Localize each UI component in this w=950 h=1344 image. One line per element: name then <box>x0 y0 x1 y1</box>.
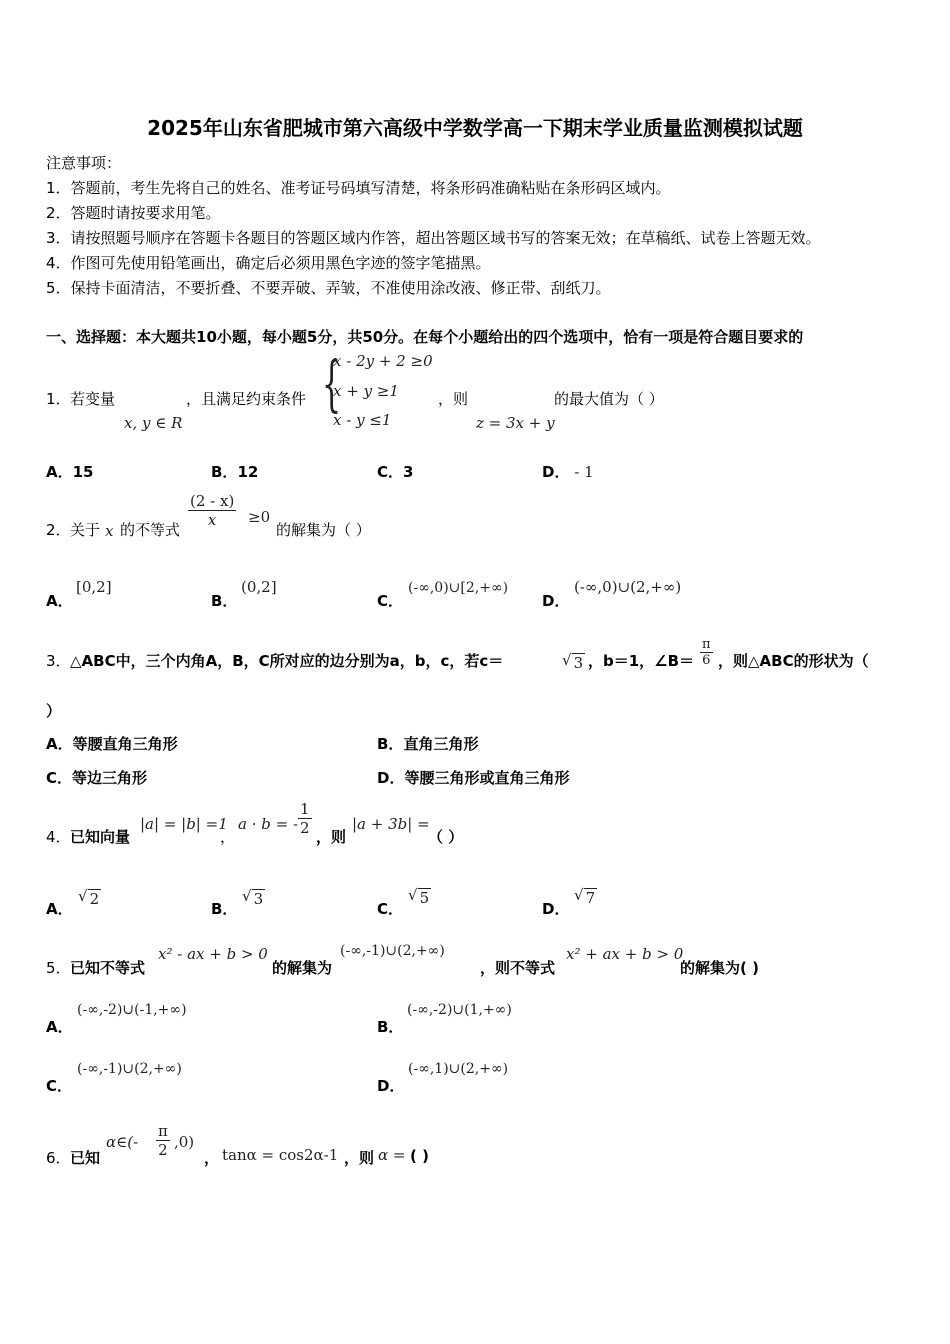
math-expression: ≥0 <box>248 508 271 526</box>
option-label: B． <box>211 900 238 918</box>
math-expression: a · b = - <box>238 815 299 833</box>
option-value: √ 2 <box>78 887 100 908</box>
option-value: (-∞,-2)∪(-1,+∞) <box>77 1002 187 1018</box>
question-text: ，则△ABC的形状为（ <box>718 652 869 670</box>
question-text: ，则 <box>316 828 347 846</box>
question-text: ，b＝1，∠B＝ <box>588 652 695 670</box>
constraint: x + y ≥1 <box>333 382 399 400</box>
option-a[interactable] <box>46 590 73 611</box>
question-text: 的解集为 <box>272 959 333 977</box>
question-text: 的解集为（ ） <box>276 521 371 539</box>
option-c[interactable] <box>46 1075 72 1096</box>
question-number: 5． <box>46 959 71 977</box>
option-a[interactable] <box>46 461 93 482</box>
question-text: ，则 <box>438 390 469 408</box>
sqrt-radicand: 2 <box>89 890 100 908</box>
question-text: （ ） <box>428 828 464 846</box>
fraction <box>298 800 312 837</box>
option-label: B． <box>377 1018 404 1036</box>
math-expression: x² + ax + b > 0 <box>566 945 684 963</box>
option-value: 直角三角形 <box>403 735 479 753</box>
notice-item: 2．答题时请按要求用笔。 <box>46 204 221 222</box>
question-text: ，则 <box>344 1149 375 1167</box>
question-text: ，则不等式 <box>480 959 556 977</box>
option-d[interactable] <box>542 590 569 611</box>
option-value: 3 <box>403 463 414 481</box>
constraint: x - y ≤1 <box>333 411 392 429</box>
option-value: (-∞,1)∪(2,+∞) <box>408 1061 509 1077</box>
math-expression: (-∞,-1)∪(2,+∞) <box>340 943 445 959</box>
fraction-numerator: π <box>158 1122 168 1140</box>
question-text: ） <box>46 702 62 720</box>
option-value: √ 3 <box>242 887 264 908</box>
option-label: A． <box>46 900 73 918</box>
option-label: D． <box>377 769 405 787</box>
option-label: B． <box>211 592 238 610</box>
question-text: 的解集为( ) <box>680 959 759 977</box>
option-label: A． <box>46 1018 73 1036</box>
math-expression: |a + 3b| = <box>352 815 430 833</box>
math-expression: ,0) <box>174 1133 195 1151</box>
option-value: 12 <box>237 463 259 481</box>
option-b[interactable] <box>211 461 258 482</box>
fraction-denominator: 2 <box>300 819 310 837</box>
option-value: (0,2] <box>241 578 277 596</box>
math-expression: z = 3x + y <box>476 414 555 432</box>
option-c[interactable] <box>377 461 413 482</box>
option-value: (-∞,0)∪[2,+∞) <box>408 580 509 596</box>
option-label: B． <box>377 735 404 753</box>
question-text: 已知 <box>70 1149 101 1167</box>
option-c[interactable] <box>377 590 403 611</box>
fraction <box>700 637 713 668</box>
math-expression: x, y ∈ R <box>124 414 183 432</box>
notice-heading: 注意事项： <box>46 154 122 172</box>
option-value: 等腰三角形或直角三角形 <box>404 769 570 787</box>
option-b[interactable] <box>377 1016 403 1037</box>
option-label: C． <box>46 1077 73 1095</box>
fraction-denominator: 6 <box>702 653 711 668</box>
math-expression: α∈(- <box>106 1133 139 1151</box>
option-b[interactable] <box>211 590 237 611</box>
option-value: √ 7 <box>574 886 596 907</box>
option-value: 15 <box>72 463 94 481</box>
question-text: ，且满足约束条件 <box>186 390 307 408</box>
question-text: 关于 <box>70 521 101 539</box>
section-heading: 一、选择题：本大题共10小题，每小题5分，共50分。在每个小题给出的四个选项中，恰有一项是符合题目要求的 <box>46 328 804 346</box>
option-value: - 1 <box>574 463 594 481</box>
option-label: A． <box>46 735 73 753</box>
option-b[interactable] <box>377 733 478 754</box>
fraction-denominator: 2 <box>158 1141 168 1159</box>
option-label: D． <box>377 1077 405 1095</box>
option-value: 等腰直角三角形 <box>72 735 178 753</box>
option-d[interactable] <box>377 1075 404 1096</box>
fraction <box>188 492 236 529</box>
fraction-denominator: x <box>207 511 217 529</box>
question-number: 1． <box>46 390 71 408</box>
notice-item: 3．请按照题号顺序在答题卡各题目的答题区域内作答，超出答题区域书写的答案无效；在草稿纸、试卷上答题无效。 <box>46 229 821 247</box>
sqrt-radicand: 7 <box>585 889 596 907</box>
question-text: 的最大值为（ ） <box>554 390 664 408</box>
option-label: C． <box>377 463 404 481</box>
option-value: (-∞,0)∪(2,+∞) <box>574 578 682 596</box>
math-expression: α = <box>378 1146 406 1164</box>
brace-symbol: { <box>322 349 342 419</box>
sqrt-radicand: 3 <box>253 890 264 908</box>
sqrt-radicand: 3 <box>573 654 584 672</box>
option-d[interactable] <box>542 898 569 919</box>
math-variable: x <box>105 522 114 540</box>
option-label: D． <box>542 592 570 610</box>
question-text: ( ) <box>410 1147 429 1165</box>
fraction <box>156 1122 170 1159</box>
question-text: 若变量 <box>70 390 116 408</box>
option-label: C． <box>46 769 73 787</box>
constraint: x - 2y + 2 ≥0 <box>333 352 433 370</box>
notice-item: 4．作图可先使用铅笔画出，确定后必须用黑色字迹的签字笔描黑。 <box>46 254 491 272</box>
question-number: 2． <box>46 521 71 539</box>
sqrt-expression: √ 3 <box>562 651 584 672</box>
option-value: (-∞,-1)∪(2,+∞) <box>77 1061 182 1077</box>
option-c[interactable] <box>46 767 147 788</box>
fraction-numerator: 1 <box>300 800 310 818</box>
option-label: C． <box>377 900 404 918</box>
option-value: √ 5 <box>408 886 430 907</box>
option-label: B． <box>211 463 238 481</box>
sqrt-radicand: 5 <box>419 889 430 907</box>
question-text: △ABC中，三个内角A，B，C所对应的边分别为a，b，c，若c＝ <box>70 652 504 670</box>
math-expression: tanα = cos2α-1 <box>222 1146 339 1164</box>
fraction-numerator: (2 - x) <box>190 492 235 510</box>
option-d[interactable] <box>542 461 594 482</box>
question-text: ， <box>204 1149 220 1167</box>
question-text: ， <box>220 828 236 846</box>
question-number: 4． <box>46 828 71 846</box>
option-b[interactable] <box>211 898 237 919</box>
question-text: 的不等式 <box>120 521 181 539</box>
option-value: (-∞,-2)∪(1,+∞) <box>407 1002 512 1018</box>
page-title: 2025年山东省肥城市第六高级中学数学高一下期末学业质量监测模拟试题 <box>147 116 803 140</box>
option-label: A． <box>46 592 73 610</box>
option-a[interactable] <box>46 898 73 919</box>
option-label: D． <box>542 900 570 918</box>
option-label: A． <box>46 463 73 481</box>
option-label: C． <box>377 592 404 610</box>
option-value: [0,2] <box>76 578 112 596</box>
option-a[interactable] <box>46 733 178 754</box>
option-c[interactable] <box>377 898 403 919</box>
question-number: 6． <box>46 1149 71 1167</box>
question-text: 已知不等式 <box>70 959 146 977</box>
question-text: 已知向量 <box>70 828 131 846</box>
notice-item: 5．保持卡面清洁，不要折叠、不要弄破、弄皱，不准使用涂改液、修正带、刮纸刀。 <box>46 279 611 297</box>
option-d[interactable] <box>377 767 569 788</box>
question-number: 3． <box>46 652 71 670</box>
option-a[interactable] <box>46 1016 73 1037</box>
math-expression: |a| = |b| =1 <box>140 815 228 833</box>
math-expression: x² - ax + b > 0 <box>158 945 268 963</box>
option-value: 等边三角形 <box>72 769 148 787</box>
option-label: D． <box>542 463 570 481</box>
fraction-numerator: π <box>702 637 711 652</box>
notice-item: 1．答题前，考生先将自己的姓名、准考证号码填写清楚，将条形码准确粘贴在条形码区域内。 <box>46 179 671 197</box>
